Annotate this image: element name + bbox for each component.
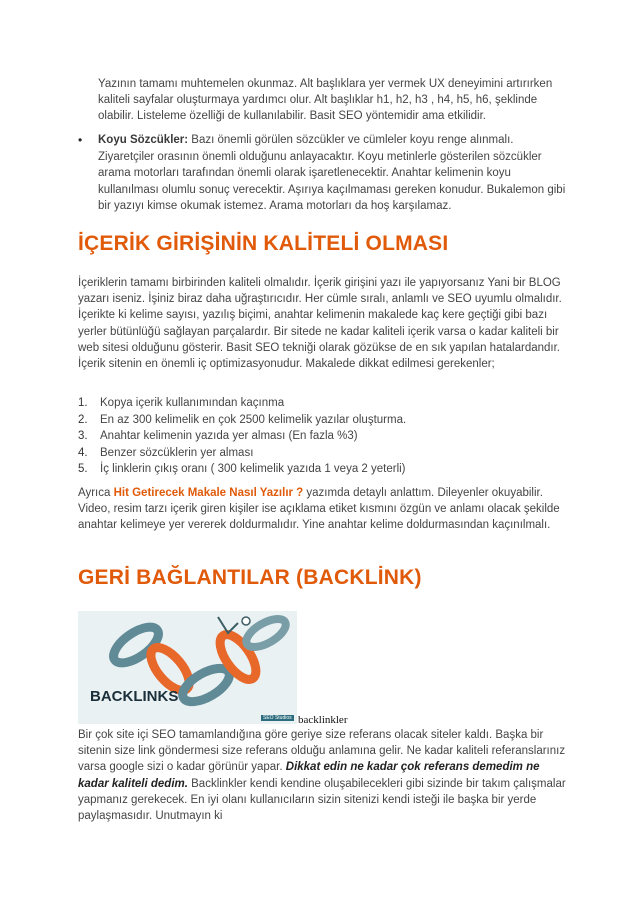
list-number: 3. — [78, 430, 88, 442]
list-number: 5. — [78, 463, 88, 475]
backlink-after: Backlinkler kendi kendine oluşabilecekleri gibi sizinde bir takım çalışmalar yapmanız gerekecek. En iyi olanı kullanıcıların sizin sitenizi kendi isteği ile başka bir yerde paylaşmasıdır. Unutmayın ki — [78, 777, 566, 823]
list-item — [78, 412, 568, 429]
list-number: 1. — [78, 397, 88, 409]
backlink-emphasis: Dikkat edin ne kadar çok referans demedim ne kadar kaliteli dedim. — [78, 761, 540, 790]
list-text: Benzer sözcüklerin yer alması — [100, 446, 254, 459]
list-text: Anahtar kelimenin yazıda yer alması (En fazla %3) — [100, 430, 358, 442]
bullet-dot-icon: • — [78, 133, 83, 147]
bullet-item-bold-words — [78, 132, 570, 215]
image-brand: SEO Studios — [263, 715, 292, 721]
list-item — [78, 395, 568, 412]
list-text: En az 300 kelimelik en çok 2500 kelimelik yazılar oluşturma. — [100, 413, 407, 426]
ayrica-after: yazımda detaylı anlattım. Dileyenler okuyabilir. Video, resim tarzı içerik giren kişiler ise açıklama etiket kısmını özgün ve anlamı olacak şekilde anahtar kelimeye yer vererek doldurmalıdır. Yine anahtar kelime doldurmasından kaçınılmalı. — [78, 487, 560, 532]
intro-paragraph: Yazının tamamı muhtemelen okunmaz. Alt başlıklara yer vermek UX deneyimini artırırken kaliteli sayfalar oluşturmaya yardımcı olur. Alt başlıklar h1, h2, h3 , h4, h5, h6, şeklinde olabilir. Listeleme özelliği de kullanılabilir. Basit SEO yöntemidir ama etkilidir. — [98, 78, 553, 122]
list-number: 4. — [78, 446, 88, 459]
backlink-before: Bir çok site içi SEO tamamlandığına göre geriye size referans olacak siteler kaldı. Başka bir sitenin size link göndermesi size referans olduğu anlamına gelir. Ne kadar kaliteli referanslarınız varsa google sizi o kadar görünür yapar. — [78, 729, 566, 774]
bullet-title: Koyu Sözcükler: — [98, 134, 189, 146]
image-caption: backlinkler — [298, 714, 348, 726]
list-number: 2. — [78, 413, 88, 426]
quality-paragraph: İçeriklerin tamamı birbirinden kaliteli olmalıdır. İçerik girişini yazı ile yapıyorsanız Yani bir BLOG yazarı iseniz. İşiniz biraz daha uğraştırıcıdır. Her cümle sıralı, anlamlı ve SEO uyumlu olmalıdır. İçerikte ki kelime sayısı, yazılış biçimi, anahtar kelimenin makalede kaç kere geçtiği gibi bazı yerler bütünlüğü sağlayan parçalardır. Bir sitede ne kadar kaliteli içerik varsa o kadar kaliteli bir web sitesi olduğunu gösterir. Basit SEO tekniği olarak gözükse de en sık yapılan hatalardandır. İçerik sitenin en önemli iç optimizasyonudur. Makalede dikkat edilmesi gerekenler; — [78, 277, 562, 371]
heading-content-quality: İÇERİK GİRİŞİNİN KALİTELİ OLMASI — [78, 232, 449, 255]
ayrica-paragraph — [78, 485, 568, 534]
image-label: BACKLINKS — [90, 688, 179, 705]
checklist — [78, 395, 568, 478]
list-text: İç linklerin çıkış oranı ( 300 kelimelik yazıda 1 veya 2 yeterli) — [100, 463, 406, 475]
hook-ring — [242, 617, 250, 625]
list-text: Kopya içerik kullanımından kaçınma — [100, 397, 285, 409]
backlink-paragraph — [78, 727, 568, 824]
article-link[interactable]: Hit Getirecek Makale Nasıl Yazılır ? — [113, 487, 304, 499]
ayrica-before: Ayrıca — [78, 487, 114, 499]
bullet-text — [98, 132, 570, 215]
heading-backlinks: GERİ BAĞLANTILAR (BACKLİNK) — [78, 566, 422, 589]
chain-illustration — [78, 611, 297, 724]
list-item — [78, 461, 568, 478]
list-item — [78, 445, 568, 462]
backlinks-image — [78, 611, 297, 724]
list-item — [78, 428, 568, 445]
bullet-body: Bazı önemli görülen sözcükler ve cümleler koyu renge alınmalı. Ziyaretçiler orasının önemli olduğunu anlayacaktır. Koyu metinlerle gösterilen sözcükler arama motorları tarafından önemli olarak işaretlenecektir. Anahtar kelimenin koyu kullanılması olumlu sonuç verecektir. Aşırıya kaçılmaması gereken konudur. Bukalemon gibi bir yazıyı kimse okumak istemez. Arama motorları da hoş karşılamaz. — [98, 134, 566, 212]
